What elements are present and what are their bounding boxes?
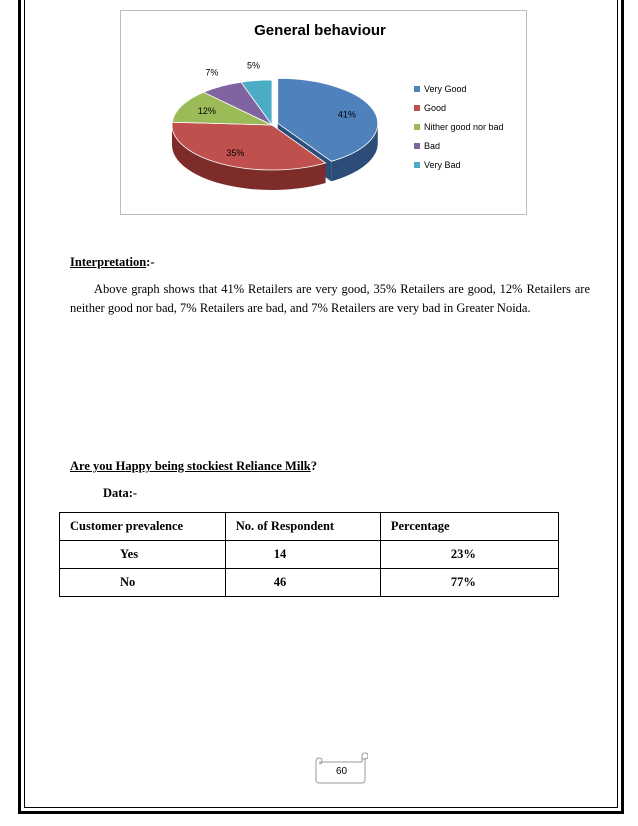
legend-swatch [414,86,420,92]
legend-swatch [414,162,420,168]
legend-label: Good [424,103,447,113]
table-header-cell: Customer prevalence [60,513,226,541]
data-table [59,512,559,597]
table-header-row [60,513,559,541]
legend-label: Bad [424,141,441,151]
table-header-cell: Percentage [380,513,558,541]
data-label: Data:- [103,486,138,500]
question-heading [70,459,317,474]
page-number: 60 [336,766,348,777]
pie-slice-label: 41% [337,109,356,120]
legend-label: Very Bad [424,160,461,170]
table-cell: No [60,569,226,597]
pie-slice-label: 7% [205,67,219,78]
pie-chart-svg [121,11,526,214]
legend-label: Nither good nor bad [424,122,504,132]
interpretation-title: Interpretation [70,255,147,269]
question-text: Are you Happy being stockiest Reliance Milk [70,459,311,473]
legend-swatch [414,143,420,149]
table-row [60,541,559,569]
table-row [60,569,559,597]
interpretation-heading [70,255,154,270]
question-mark: ? [310,459,317,473]
legend-swatch [414,124,420,130]
pie-chart [120,10,527,215]
chart-title: General behaviour [254,22,386,39]
table-header-cell: No. of Respondent [225,513,380,541]
pie-slice-label: 35% [226,147,245,158]
pie-slice-label: 5% [247,60,261,71]
table-cell: 23% [380,541,558,569]
interpretation-paragraph [70,280,590,318]
table-cell: Yes [60,541,226,569]
table-cell: 77% [380,569,558,597]
table-cell: 14 [225,541,380,569]
legend-swatch [414,105,420,111]
legend-label: Very Good [424,84,467,94]
table-cell: 46 [225,569,380,597]
pie-slice-label: 12% [197,106,216,117]
interpretation-suffix: :- [146,255,155,269]
interpretation-text: Above graph shows that 41% Retailers are very good, 35% Retailers are good, 12% Retailers are neither good nor bad, 7% Retailers are bad, and 7% Retailers are very bad in Greater Noida. [70,282,590,315]
